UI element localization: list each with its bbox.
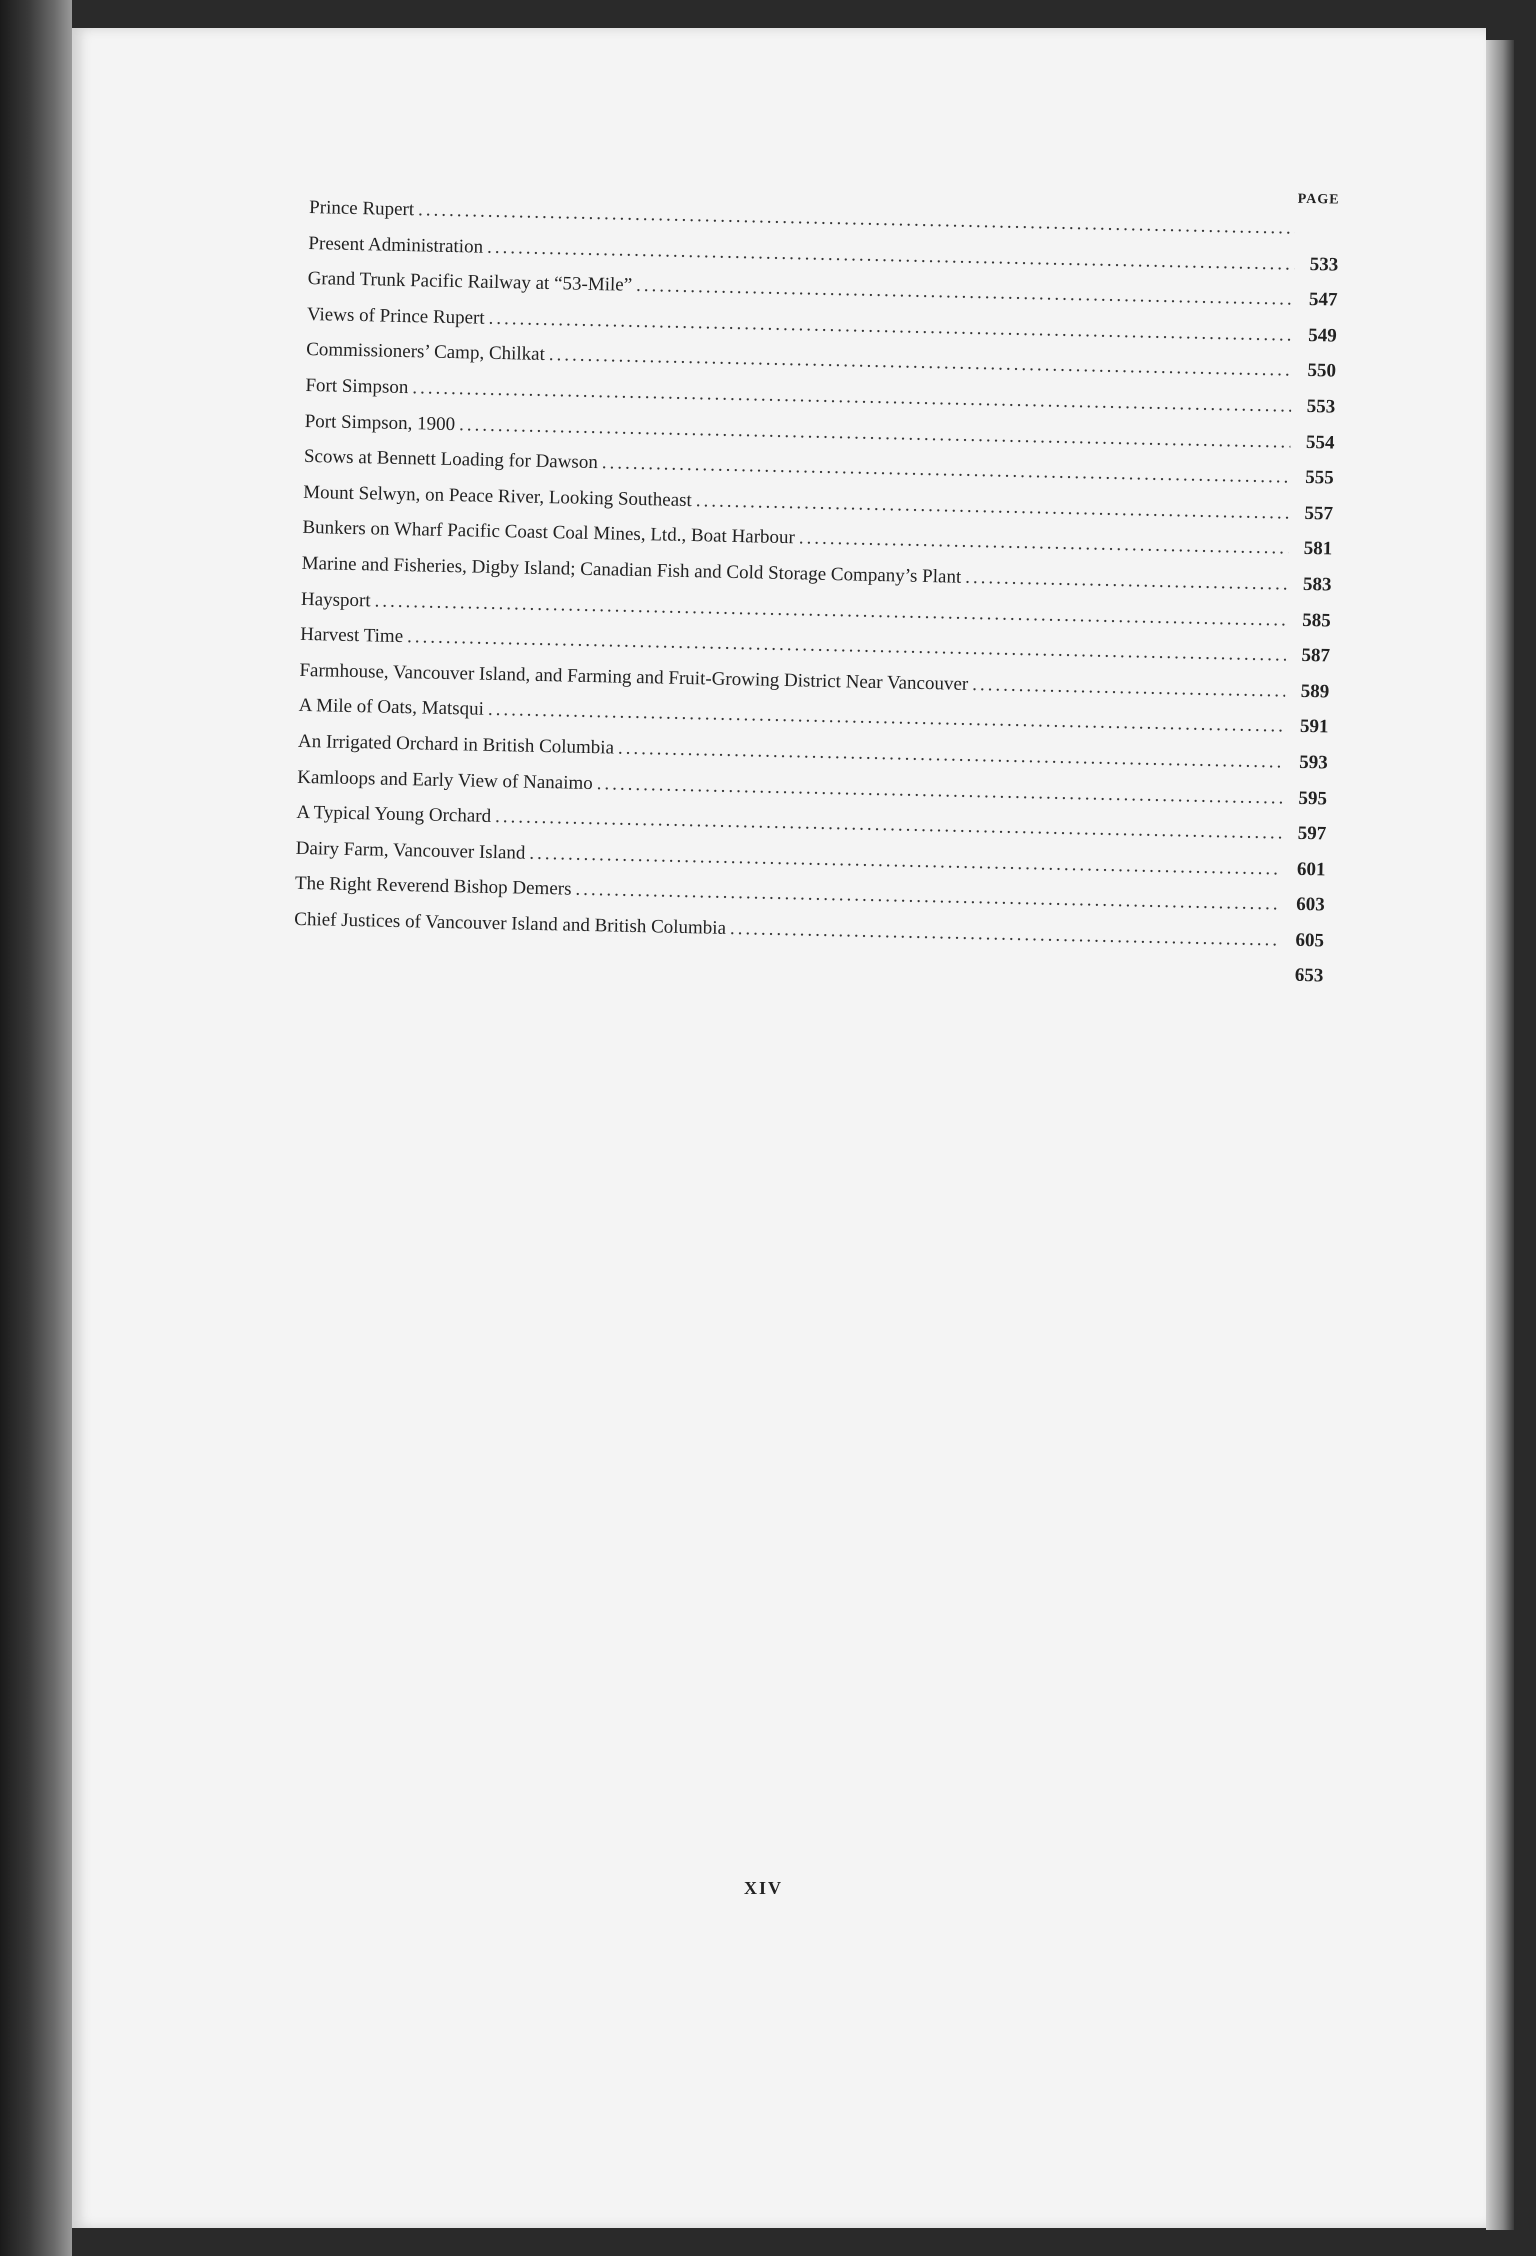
entry-title: A Mile of Oats, Matsqui <box>298 695 485 721</box>
page-edge <box>1486 40 1514 2230</box>
entry-page: 583 <box>1302 573 1332 596</box>
entry-page: 553 <box>1306 395 1336 418</box>
entry-page: 595 <box>1298 787 1328 809</box>
entry-title: The Right Reverend Bishop Demers <box>294 873 572 900</box>
entry-page: 550 <box>1307 360 1337 382</box>
entry-title: Farmhouse, Vancouver Island, and Farming and Fruit-Growing District Near Vancouver <box>299 659 969 695</box>
entry-page: 591 <box>1299 716 1329 738</box>
entry-page: 555 <box>1305 467 1334 489</box>
entry-title: Port Simpson, 1900 <box>304 410 456 435</box>
entry-title: Views of Prince Rupert <box>306 303 485 329</box>
entry-page: 549 <box>1307 324 1337 347</box>
entry-page: 554 <box>1305 431 1335 454</box>
entry-page <box>1299 234 1339 235</box>
entry-title: Fort Simpson <box>305 374 409 399</box>
entry-title: Bunkers on Wharf Pacific Coast Coal Mines, Ltd., Boat Harbour <box>302 517 796 549</box>
entry-title: Scows at Bennett Loading for Dawson <box>303 446 599 474</box>
entry-title: Marine and Fisheries, Digby Island; Canadian Fish and Cold Storage Company’s Plant <box>301 552 962 588</box>
entry-page: 597 <box>1297 822 1327 845</box>
illustrations-list <box>293 168 1340 994</box>
entry-title: Grand Trunk Pacific Railway at “53-Mile” <box>307 268 633 296</box>
entry-page: 593 <box>1299 751 1328 774</box>
entry-title: Kamloops and Early View of Nanaimo <box>297 766 593 794</box>
entry-page: 585 <box>1302 609 1331 632</box>
entry-title: Present Administration <box>308 232 484 258</box>
entry-page: 601 <box>1296 858 1326 881</box>
entry-title: A Typical Young Orchard <box>296 801 492 828</box>
entry-page: 589 <box>1300 680 1330 703</box>
entry-title: Haysport <box>300 588 371 611</box>
entry-title: Prince Rupert <box>308 196 415 221</box>
entry-page: 603 <box>1296 894 1326 916</box>
entry-title: Harvest Time <box>300 624 404 648</box>
entry-page: 581 <box>1303 538 1333 560</box>
entry-title: Dairy Farm, Vancouver Island <box>295 837 526 864</box>
entry-title: Commissioners’ Camp, Chilkat <box>305 339 546 366</box>
entry-page: 587 <box>1301 644 1331 667</box>
entry-page: 557 <box>1304 502 1334 525</box>
entry-title: An Irrigated Orchard in British Columbia <box>297 730 615 759</box>
page-column-header: PAGE <box>1297 191 1340 208</box>
page-folio: XIV <box>744 1878 784 1898</box>
entry-page: 605 <box>1295 929 1325 952</box>
scan-background-left <box>0 0 72 2256</box>
entry-title: Chief Justices of Vancouver Island and British Columbia <box>294 908 727 939</box>
entry-page: 653 <box>1294 965 1324 987</box>
entry-page: 533 <box>1309 253 1339 276</box>
entry-title: Mount Selwyn, on Peace River, Looking Southeast <box>302 481 693 511</box>
entry-page: 547 <box>1308 289 1338 311</box>
